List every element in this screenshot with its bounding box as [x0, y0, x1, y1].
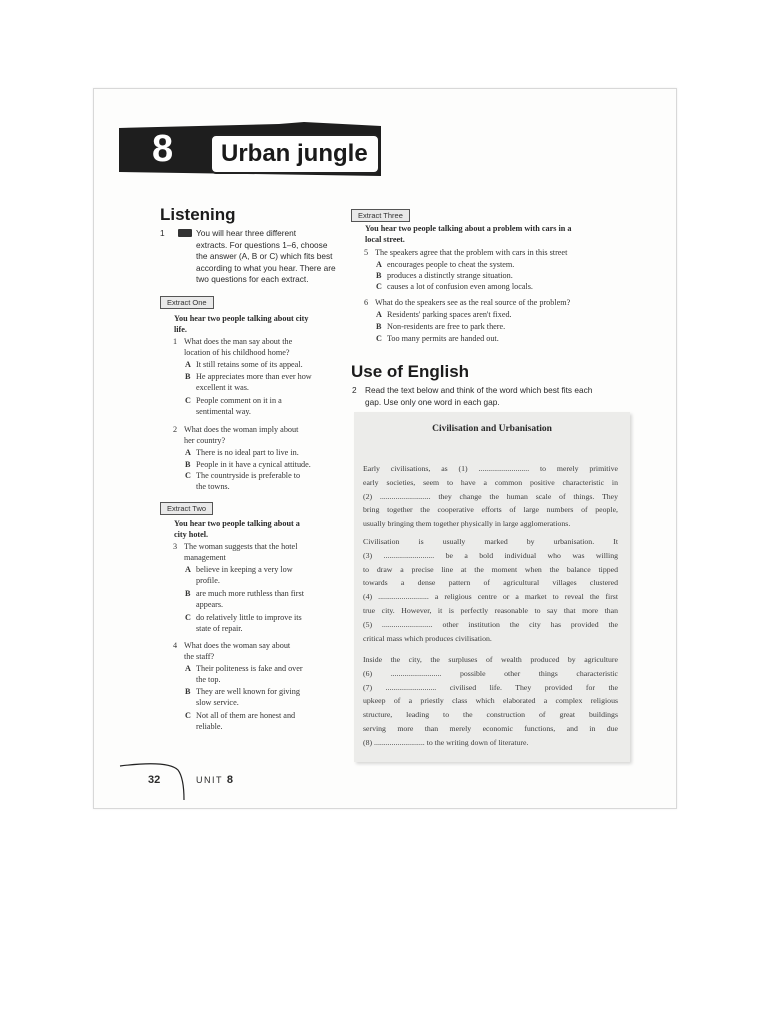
text-line: structure, leading to the construction of great buildings: [363, 710, 618, 720]
context-line: You hear two people talking about city: [174, 314, 309, 323]
question-text: [184, 640, 290, 662]
option-line: Too many permits are handed out.: [387, 334, 499, 343]
answer-option: [376, 270, 513, 281]
question-line: What does the woman say about: [184, 641, 291, 650]
text-paragraph: [363, 653, 618, 750]
text-title: Civilisation and Urbanisation: [432, 424, 552, 434]
text-line: towards a dense pattern of agricultural villages clustered: [363, 578, 618, 588]
listening-question-number: 1: [160, 228, 165, 238]
answer-option: [185, 371, 312, 393]
text-line: to draw a precise line at the moment when the balance tipped: [363, 564, 618, 574]
text-line: (3) .......................... be a bold individual who was willing: [363, 550, 618, 560]
option-line: are much more ruthless than first: [196, 589, 304, 598]
question-number: 5: [364, 248, 369, 257]
option-line: the top.: [196, 675, 221, 685]
option-line: do relatively little to improve its: [196, 613, 302, 622]
option-text: [196, 371, 312, 393]
question-text: [375, 247, 567, 258]
text-line: critical mass which produces civilisation.: [363, 633, 492, 643]
listening-instructions: [196, 228, 346, 286]
listening-heading: Listening: [160, 205, 236, 224]
option-text: [196, 447, 299, 458]
text-paragraph: [363, 535, 618, 645]
option-line: excellent it was.: [196, 383, 249, 393]
extract-label: Extract One: [160, 296, 214, 309]
context-line: You hear two people talking about a: [174, 519, 300, 528]
answer-option: [185, 564, 293, 586]
footer-unit-number: 8: [226, 774, 235, 786]
use-of-english-question-number: 2: [352, 385, 357, 395]
option-letter: A: [376, 260, 382, 269]
option-text: [387, 333, 499, 344]
answer-option: [185, 395, 282, 417]
extract-context: [174, 518, 344, 540]
text-line: bring together the cooperative efforts of large numbers of people,: [363, 505, 618, 515]
option-letter: B: [185, 589, 191, 598]
option-line: They are well known for giving: [196, 687, 300, 696]
extract-label: Extract Three: [351, 209, 410, 222]
option-text: [387, 321, 505, 332]
question-number: 4: [173, 641, 178, 650]
use-of-english-instructions: [365, 385, 625, 408]
option-line: causes a lot of confusion even among locals.: [387, 282, 533, 291]
question-number: 2: [173, 425, 178, 434]
question-number: 6: [364, 298, 369, 307]
answer-option: [185, 612, 302, 634]
answer-option: [185, 588, 304, 610]
option-line: It still retains some of its appeal.: [196, 360, 303, 369]
question-line: What does the woman imply about: [184, 425, 299, 434]
option-letter: A: [376, 310, 382, 319]
option-text: [387, 309, 512, 320]
text-line: (4) .......................... a religious centre or a market to reveal the first: [363, 592, 618, 602]
answer-option: [185, 470, 300, 492]
answer-option: [376, 333, 499, 344]
answer-option: [185, 686, 300, 708]
option-text: [196, 470, 300, 492]
text-line: (6) .......................... possible other things characteristic: [363, 668, 618, 678]
text-line: serving more than merely economic functions, and in due: [363, 723, 618, 733]
question-text: [375, 297, 570, 308]
option-text: [196, 686, 300, 708]
option-line: Residents' parking spaces aren't fixed.: [387, 310, 512, 319]
text-line: (2) .......................... they change the human scale of things. They: [363, 491, 618, 501]
option-letter: C: [185, 471, 191, 480]
answer-option: [376, 259, 514, 270]
option-text: [196, 663, 303, 685]
question-line: location of his childhood home?: [184, 348, 290, 358]
option-line: reliable.: [196, 722, 223, 732]
option-line: slow service.: [196, 698, 239, 708]
context-line: local street.: [365, 235, 405, 244]
page-number: 32: [148, 774, 161, 786]
question-line: What does the man say about the: [184, 337, 293, 346]
option-text: [196, 395, 282, 417]
instruction-line: extracts. For questions 1–6, choose: [196, 239, 328, 250]
unit-title: Urban jungle: [210, 134, 380, 174]
option-line: appears.: [196, 600, 224, 610]
extract-context: [174, 313, 344, 335]
option-line: People comment on it in a: [196, 396, 282, 405]
option-line: encourages people to cheat the system.: [387, 260, 515, 269]
unit-number: 8: [152, 128, 174, 170]
option-letter: B: [185, 372, 191, 381]
instruction-line: the answer (A, B or C) which fits best: [196, 251, 333, 262]
option-text: [196, 710, 295, 732]
option-text: [387, 281, 533, 292]
use-of-english-heading: Use of English: [351, 362, 470, 381]
question-number: 1: [173, 337, 178, 346]
option-line: Their politeness is fake and over: [196, 664, 303, 673]
option-line: the towns.: [196, 482, 230, 492]
question-line: The speakers agree that the problem with cars in this street: [375, 248, 568, 257]
option-letter: C: [376, 334, 382, 343]
text-line: (5) .......................... other institution the city has provided the: [363, 619, 618, 629]
answer-option: [185, 710, 295, 732]
option-line: He appreciates more than ever how: [196, 372, 312, 381]
context-line: city hotel.: [174, 530, 209, 539]
question-line: the staff?: [184, 652, 215, 662]
text-line: true city. However, it is perfectly reasonable to say that more than: [363, 605, 618, 615]
option-letter: C: [376, 282, 382, 291]
text-line: Early civilisations, as (1) .......................... to merely primitive: [363, 464, 618, 473]
question-line: The woman suggests that the hotel: [184, 542, 298, 551]
answer-option: [376, 309, 512, 320]
extract-context: [365, 223, 625, 245]
instruction-line: Read the text below and think of the word which best fits each: [365, 385, 593, 395]
option-line: There is no ideal part to live in.: [196, 448, 299, 457]
option-line: sentimental way.: [196, 407, 251, 417]
option-text: [387, 270, 513, 281]
text-line: usually bringing them together physically in large agglomerations.: [363, 519, 571, 529]
text-line: early societies, seem to have a common positive characteristic in: [363, 477, 618, 487]
option-letter: C: [185, 711, 191, 720]
instruction-line: two questions for each extract.: [196, 274, 309, 285]
option-text: [196, 564, 293, 586]
answer-option: [376, 321, 505, 332]
instruction-line: according to what you hear. There are: [196, 262, 336, 273]
question-text: [184, 424, 298, 446]
option-line: state of repair.: [196, 624, 243, 634]
question-text: [184, 541, 297, 563]
text-paragraph: [363, 462, 618, 531]
instruction-line: gap. Use only one word in each gap.: [365, 396, 500, 407]
question-line: her country?: [184, 436, 226, 446]
option-line: Non-residents are free to park there.: [387, 322, 506, 331]
question-line: What do the speakers see as the real source of the problem?: [375, 298, 571, 307]
option-line: profile.: [196, 576, 220, 586]
extract-label: Extract Two: [160, 502, 213, 515]
footer-unit-text: UNIT: [196, 775, 223, 785]
option-letter: A: [185, 664, 191, 673]
text-line: (7) .......................... civilised life. They provided for the: [363, 682, 618, 692]
option-letter: B: [376, 322, 382, 331]
option-letter: B: [185, 460, 191, 469]
answer-option: [185, 359, 303, 370]
answer-option: [185, 447, 299, 458]
question-line: management: [184, 553, 226, 563]
option-line: Not all of them are honest and: [196, 711, 296, 720]
answer-option: [185, 663, 303, 685]
option-line: produces a distinctly strange situation.: [387, 271, 513, 280]
option-line: believe in keeping a very low: [196, 565, 293, 574]
option-letter: B: [185, 687, 191, 696]
option-line: The countryside is preferable to: [196, 471, 301, 480]
option-letter: A: [185, 565, 191, 574]
text-line: Inside the city, the surpluses of wealth produced by agriculture: [363, 655, 618, 664]
option-letter: C: [185, 613, 191, 622]
question: [364, 247, 624, 258]
option-text: [196, 588, 304, 610]
option-text: [387, 259, 514, 270]
question-number: 3: [173, 542, 178, 551]
option-text: [196, 612, 302, 634]
context-line: You hear two people talking about a problem with cars in a: [365, 224, 572, 233]
answer-option: [185, 459, 311, 470]
option-letter: A: [185, 448, 191, 457]
option-line: People in it have a cynical attitude.: [196, 460, 311, 469]
text-line: upkeep of a priestly class which elaborated a complex religious: [363, 696, 618, 706]
question: [364, 297, 624, 308]
footer-unit-label: [196, 774, 234, 786]
instruction-line: You will hear three different: [196, 228, 297, 238]
audio-track-icon: [178, 229, 192, 237]
option-text: [196, 359, 303, 370]
text-line: Civilisation is usually marked by urbanisation. It: [363, 537, 618, 546]
option-letter: C: [185, 396, 191, 405]
answer-option: [376, 281, 533, 292]
option-letter: A: [185, 360, 191, 369]
question-text: [184, 336, 292, 358]
option-text: [196, 459, 311, 470]
option-letter: B: [376, 271, 382, 280]
context-line: life.: [174, 325, 187, 334]
text-line: (8) .......................... to the writing down of literature.: [363, 737, 529, 747]
